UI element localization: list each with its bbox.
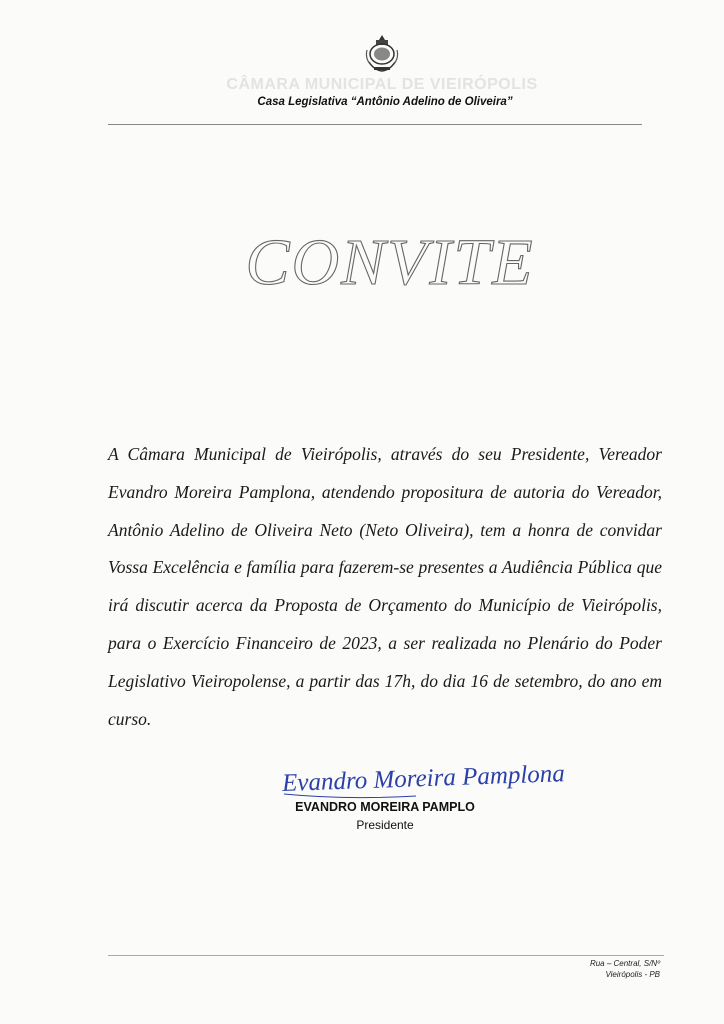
convite-title-text: CONVITE <box>245 226 535 299</box>
document-title <box>210 222 570 302</box>
signer-name: EVANDRO MOREIRA PAMPLO <box>295 800 475 814</box>
signer-role: Presidente <box>356 818 414 832</box>
signature-script: Evandro Moreira Pamplona <box>281 760 566 798</box>
header-divider <box>108 124 642 125</box>
address-line-city: Vieirópolis - PB <box>605 970 660 979</box>
address-line-street: Rua – Central, S/Nº <box>589 959 660 968</box>
chamber-name-watermark: CÂMARA MUNICIPAL DE VIEIRÓPOLIS <box>226 76 538 93</box>
footer-address <box>590 958 660 980</box>
handwritten-signature <box>276 752 576 804</box>
municipal-crest-icon <box>364 34 400 74</box>
footer-divider <box>108 955 664 956</box>
legislative-house-name: Casa Legislativa “Antônio Adelino de Oliveira” <box>257 96 513 108</box>
invitation-body: A Câmara Municipal de Vieirópolis, através do seu Presidente, Vereador Evandro Moreira Pamplona, atendendo propositura de autoria do Vereador, Antônio Adelino de Oliveira Neto (Neto Oliveira), tem a honra de convidar Vossa Excelência e família para fazerem-se presentes a Audiência Pública que irá discutir acerca da Proposta de Orçamento do Município de Vieirópolis, para o Exercício Financeiro de 2023, a ser realizada no Plenário do Poder Legislativo Vieiropolense, a partir das 17h, do dia 16 de setembro, do ano em curso. <box>108 444 662 729</box>
